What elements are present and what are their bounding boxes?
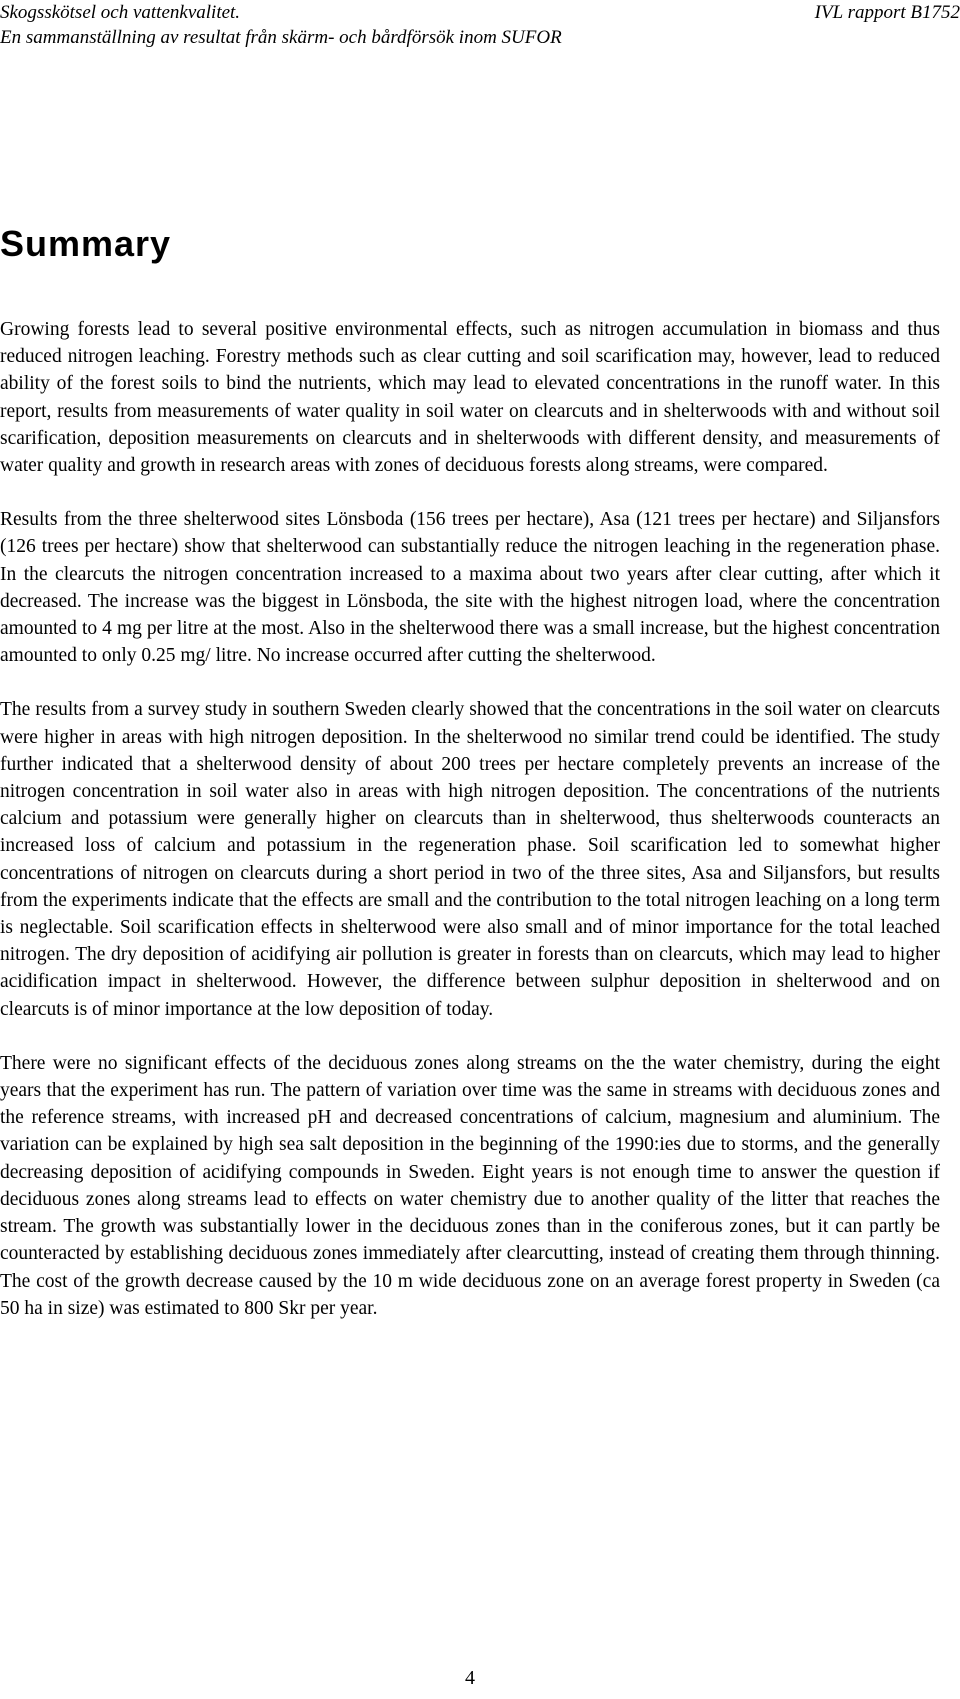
header-report-subtitle: En sammanställning av resultat från skärm- och bårdförsök inom SUFOR: [0, 27, 562, 48]
header-report-title: Skogsskötsel och vattenkvalitet.: [0, 2, 241, 23]
paragraph: Growing forests lead to several positive environmental effects, such as nitrogen accumulation in biomass and thus reduced nitrogen leaching. Forestry methods such as clear cutting and soil scarification may, however, lead to reduced ability of the forest soils to bind the nutrients, which may lead to elevated concentrations in the runoff water. In this report, results from measurements of water quality in soil water on clearcuts and in shelterwoods with and without soil scarification, deposition measurements on clearcuts and in shelterwoods with different density, and measurements of water quality and growth in research areas with zones of deciduous forests along streams, were compared.: [0, 319, 940, 477]
paragraph: There were no significant effects of the deciduous zones along streams on the the water chemistry, during the eight years that the experiment has run. The pattern of variation over time was the same in streams with deciduous zones and the reference streams, with increased pH and decreased concentrations of calcium, magnesium and aluminium. The variation can be explained by high sea salt deposition in the beginning of the 1990:ies due to storms, and the generally decreasing deposition of acidifying compounds in Sweden. Eight years is not enough time to answer the question if deciduous zones along streams lead to effects on water chemistry due to another quality of the litter that reaches the stream. The growth was substantially lower in the deciduous zones than in the coniferous zones, but it can partly be counteracted by establishing deciduous zones immediately after clearcutting, instead of creating them through thinning. The cost of the growth decrease caused by the 10 m wide deciduous zone on an average forest property in Sweden (ca 50 ha in size) was estimated to 800 Skr per year.: [0, 1052, 940, 1319]
page-title: Summary: [0, 223, 172, 264]
paragraph: Results from the three shelterwood sites Lönsboda (156 trees per hectare), Asa (121 trees per hectare) and Siljansfors (126 trees per hectare) show that shelterwood can substantially reduce the nitrogen leaching in the regeneration phase. In the clearcuts the nitrogen concentration increased to a maxima about two years after clear cutting, after which it decreased. The increase was the biggest in Lönsboda, the site with the highest nitrogen load, where the concentration amounted to 4 mg per litre at the most. Also in the shelterwood there was a small increase, but the highest concentration amounted to only 0.25 mg/ litre. No increase occurred after cutting the shelterwood.: [0, 509, 940, 667]
header-left: [0, 0, 562, 50]
page-header: [0, 0, 960, 60]
header-report-number: IVL rapport B1752: [814, 2, 960, 23]
paragraph: The results from a survey study in southern Sweden clearly showed that the concentrations in the soil water on clearcuts were higher in areas with high nitrogen deposition. In the shelterwood no similar trend could be identified. The study further indicated that a shelterwood density of about 200 trees per hectare completely prevents an increase of the nitrogen concentration in soil water also in areas with high nitrogen deposition. The concentrations of the nutrients calcium and potassium were generally higher on clearcuts than in shelterwood, thus shelterwoods counteracts an increased loss of calcium and potassium in the regeneration phase. Soil scarification led to somewhat higher concentrations of nitrogen on clearcuts during a short period in two of the three sites, Asa and Siljansfors, but results from the experiments indicate that the effects are small and the contribution to the total nitrogen leaching on a long term is neglectable. Soil scarification effects in shelterwood were also small and of minor importance for the total leached nitrogen. The dry deposition of acidifying air pollution is greater in forests than on clearcuts, which may lead to higher acidification impact in shelterwood. However, the difference between sulphur deposition in shelterwood and on clearcuts is of minor importance at the low deposition of today.: [0, 699, 940, 1020]
page-number: 4: [465, 1667, 475, 1689]
summary-body: [0, 316, 940, 1349]
